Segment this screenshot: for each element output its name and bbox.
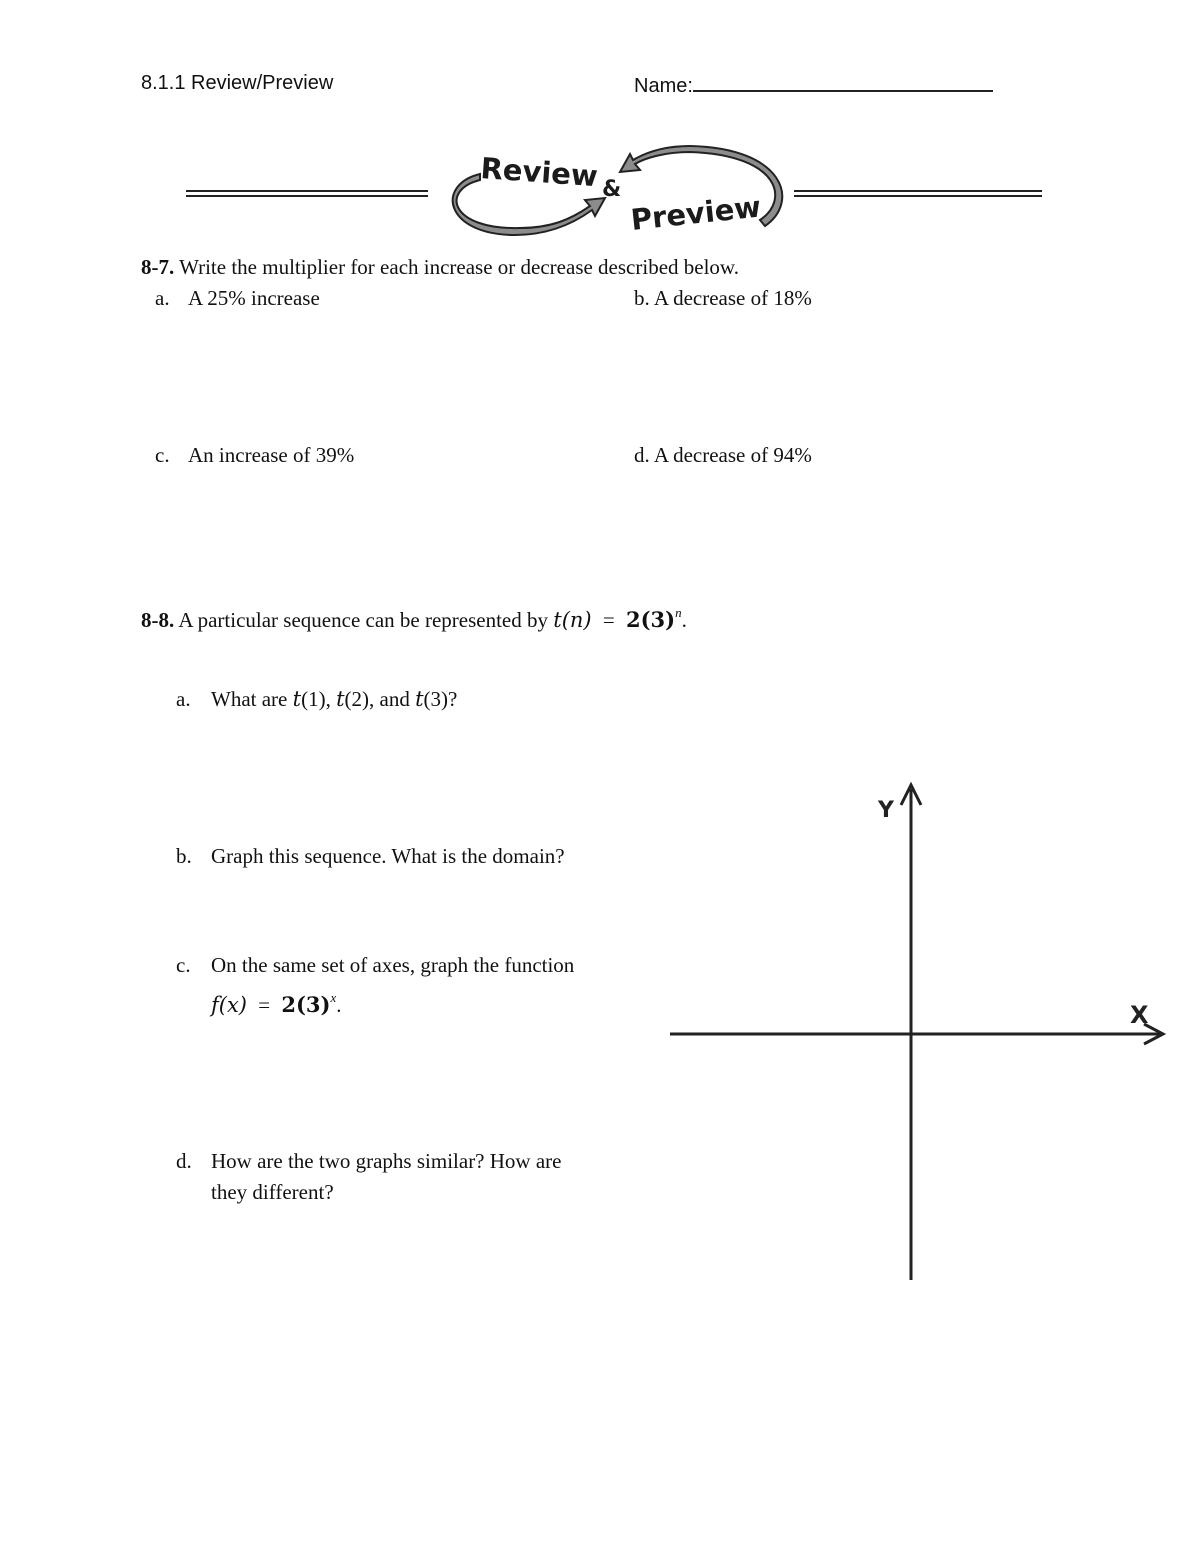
part-text: On the same set of axes, graph the function	[211, 953, 575, 977]
part-8-8-d	[176, 1149, 561, 1174]
part-text: A decrease of 18%	[653, 286, 812, 310]
part-b	[634, 286, 812, 311]
function-exponent: x	[330, 990, 337, 1005]
problem-number: 8-8.	[141, 608, 175, 632]
formula-period: .	[681, 608, 687, 632]
function-equals: =	[258, 993, 271, 1017]
logo-word-review: Review	[479, 151, 599, 194]
x-axis-label: X	[1130, 1001, 1149, 1029]
part-letter: c.	[176, 953, 191, 977]
t-symbol: t	[292, 687, 302, 711]
t-symbol: t	[415, 687, 424, 711]
part-letter: b.	[176, 844, 192, 868]
part-text: An increase of 39%	[188, 443, 355, 467]
arg-3: (3)?	[423, 687, 458, 711]
logo-word-preview: Preview	[629, 189, 763, 237]
formula-base: 2(3)	[625, 607, 676, 632]
formula-equals: =	[602, 608, 615, 632]
part-letter: c.	[155, 443, 170, 467]
part-letter: a.	[155, 286, 170, 310]
function-period: .	[336, 993, 342, 1017]
name-field[interactable]	[634, 72, 993, 98]
logo-ampersand: &	[602, 177, 622, 202]
arg-2: (2), and	[344, 687, 410, 711]
part-d	[634, 443, 812, 468]
formula-lhs: t(n)	[553, 608, 592, 632]
problem-prompt-text: Write the multiplier for each increase or decrease described below.	[179, 255, 739, 279]
arg-1: (1),	[301, 687, 331, 711]
function-lhs: f(x)	[211, 993, 248, 1017]
problem-number: 8-7.	[141, 255, 175, 279]
part-8-8-b	[176, 844, 565, 869]
part-8-8-d-line2: they different?	[211, 1180, 334, 1204]
part-text: How are the two graphs similar? How are	[211, 1149, 562, 1173]
problem-8-7-prompt	[141, 255, 739, 280]
part-text: A 25% increase	[188, 286, 320, 310]
part-text: What are	[211, 687, 288, 711]
y-axis-label: Y	[878, 798, 894, 823]
t-symbol: t	[336, 687, 345, 711]
formula-exponent: n	[675, 605, 682, 620]
banner-left-rule	[186, 190, 428, 197]
name-label: Name:	[634, 75, 693, 97]
part-text: Graph this sequence. What is the domain?	[211, 844, 565, 868]
problem-prompt-text: A particular sequence can be represented by	[178, 608, 548, 632]
problem-8-8-prompt	[141, 607, 687, 633]
part-text: A decrease of 94%	[653, 443, 812, 467]
part-a	[155, 286, 320, 311]
part-letter: b.	[634, 286, 650, 310]
part-8-8-c	[176, 953, 574, 978]
function-formula	[211, 992, 342, 1018]
part-c	[155, 443, 354, 468]
coordinate-axes	[660, 775, 1180, 1285]
review-preview-logo	[440, 140, 790, 250]
name-blank-line	[693, 72, 993, 92]
function-base: 2(3)	[281, 992, 331, 1017]
part-letter: a.	[176, 687, 191, 711]
part-letter: d.	[634, 443, 650, 467]
part-letter: d.	[176, 1149, 192, 1173]
banner-right-rule	[794, 190, 1042, 197]
worksheet-title: 8.1.1 Review/Preview	[141, 72, 334, 94]
part-8-8-a	[176, 687, 457, 712]
